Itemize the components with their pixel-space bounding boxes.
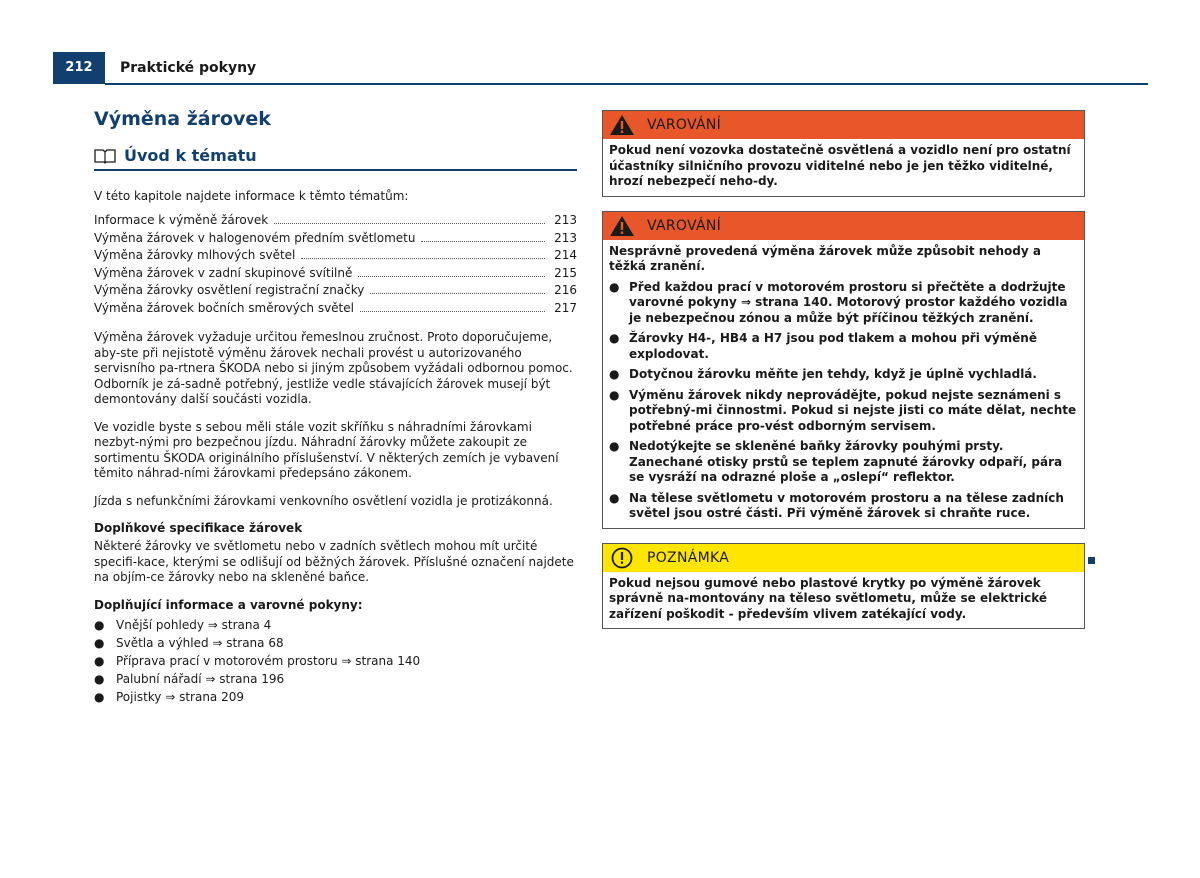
warning-item-text: Na tělese světlometu v motorovém prostoru a na tělese zadních světel jsou ostré části. Při výměně žárovek si chraňte ruce. xyxy=(629,490,1064,520)
list-item[interactable] xyxy=(94,618,577,636)
info-heading: Doplňující informace a varovné pokyny: xyxy=(94,597,363,612)
toc-leader xyxy=(358,275,545,277)
warning-triangle-icon xyxy=(609,215,635,237)
warning-item xyxy=(609,491,1079,522)
note-header xyxy=(603,544,1084,572)
table-of-contents xyxy=(94,213,577,318)
warning-text: Pokud není vozovka dostatečně osvětlená a vozidlo není pro ostatní účastníky silničního provozu viditelné nebo je jen těžko viditelné, hrozí nebezpečí neho-dy. xyxy=(609,143,1071,188)
warning-item xyxy=(609,367,1079,383)
bullet: ● xyxy=(609,367,620,381)
toc-label: Výměna žárovek v zadní skupinové svítilně xyxy=(94,265,353,280)
warning-label: VAROVÁNÍ xyxy=(647,117,722,133)
warning-item xyxy=(609,280,1079,327)
bullet: ● xyxy=(609,331,620,345)
exclamation-circle-icon xyxy=(609,547,635,569)
list-item-text: Vnější pohledy ⇒ strana 4 xyxy=(116,617,272,632)
warning-header xyxy=(603,212,1084,240)
warning-item xyxy=(609,331,1079,362)
list-item-text: Palubní nářadí ⇒ strana 196 xyxy=(116,671,285,686)
list-item[interactable] xyxy=(94,672,577,690)
note-text: Pokud nejsou gumové nebo plastové krytky po výměně žárovek správně na-montovány na těleso světlometu, může se elektrické zařízení poškodit - především vlivem zatékající vody. xyxy=(609,575,1048,621)
bullet: ● xyxy=(94,689,105,704)
toc-page: 216 xyxy=(554,283,577,297)
toc-row[interactable] xyxy=(94,283,577,301)
warning-triangle-icon xyxy=(609,114,635,136)
bullet: ● xyxy=(609,490,620,505)
toc-row[interactable] xyxy=(94,231,577,249)
header-rule xyxy=(105,83,1148,85)
toc-page: 217 xyxy=(554,300,577,315)
warning-body xyxy=(603,240,1084,528)
toc-leader xyxy=(301,257,545,259)
warning-box xyxy=(602,211,1085,529)
warning-item-text: Dotyčnou žárovku měňte jen tehdy, když je úplně vychladlá. xyxy=(629,367,1037,381)
info-list xyxy=(94,618,577,708)
book-icon xyxy=(94,148,116,164)
toc-leader xyxy=(360,310,545,312)
left-column xyxy=(94,108,577,708)
warning-lead: Nesprávně provedená výměna žárovek může způsobit nehody a těžká zranění. xyxy=(609,243,1041,273)
warning-item-text: Žárovky H4-, HB4 a H7 jsou pod tlakem a mohou při výměně explodovat. xyxy=(629,331,1037,361)
spec-paragraph: Některé žárovky ve světlometu nebo v zadních světlech mohou mít určité specifi-kace, kterými se odlišují od běžných žárovek. Příslušné označení najdete na objím-ce žárovky nebo na skleněné baňce. xyxy=(94,539,574,584)
list-item-text: Světla a výhled ⇒ strana 68 xyxy=(116,635,284,650)
bullet: ● xyxy=(609,439,620,453)
toc-row[interactable] xyxy=(94,213,577,231)
body-paragraph: Jízda s nefunkčními žárovkami venkovního osvětlení vozidla je protizákonná. xyxy=(94,493,553,508)
toc-label: Výměna žárovky osvětlení registrační značky xyxy=(94,283,365,297)
warning-item xyxy=(609,439,1079,486)
toc-leader xyxy=(274,222,545,224)
toc-row[interactable] xyxy=(94,301,577,319)
warning-box xyxy=(602,110,1085,197)
bullet: ● xyxy=(94,635,105,650)
warning-header xyxy=(603,111,1084,139)
toc-page: 215 xyxy=(554,265,577,280)
bullet: ● xyxy=(94,671,105,686)
warning-label: VAROVÁNÍ xyxy=(647,217,722,234)
toc-label: Informace k výměně žárovek xyxy=(94,213,269,227)
subsection-title: Úvod k tématu xyxy=(124,146,257,165)
bullet: ● xyxy=(609,279,620,294)
toc-page: 214 xyxy=(554,248,577,262)
spec-heading: Doplňkové specifikace žárovek xyxy=(94,521,303,535)
chapter-title: Praktické pokyny xyxy=(120,60,257,76)
note-box xyxy=(602,543,1085,630)
toc-page: 213 xyxy=(554,230,577,245)
body-paragraph: Výměna žárovek vyžaduje určitou řemeslnou zručnost. Proto doporučujeme, aby-ste při nejistotě výměnu žárovek nechali provést u autorizovaného servisního pa-rtnera ŠKODA nebo si jiným způsobem vyžádali odbornou pomoc. Odborník je zá-sadně potřebný, jestliže vedle stávajících žárovek musejí být demontovány další součásti vozidla. xyxy=(94,330,573,406)
toc-page: 213 xyxy=(554,213,577,227)
list-item-text: Pojistky ⇒ strana 209 xyxy=(116,689,245,704)
warning-item xyxy=(609,388,1079,435)
note-label: POZNÁMKA xyxy=(647,549,730,566)
toc-intro: V této kapitole najdete informace k těmto tématům: xyxy=(94,189,409,203)
right-column xyxy=(602,110,1085,643)
list-item[interactable] xyxy=(94,636,577,654)
section-end-marker xyxy=(1088,557,1095,564)
warning-item-text: Nedotýkejte se skleněné baňky žárovky pouhými prsty. Zanechané otisky prstů se teplem zapnuté žárovky odpaří, pára se vysráží na odrazné ploše a „oslepí“ reflektor. xyxy=(629,439,1063,484)
toc-leader xyxy=(421,240,545,242)
warning-item-text: Před každou prací v motorovém prostoru si přečtěte a dodržujte varovné pokyny ⇒ strana 140. Motorový prostor každého vozidla je nebezpečnou zónou a může být příčinou těžkých zranění. xyxy=(629,279,1068,325)
page-header xyxy=(53,52,1148,84)
toc-label: Výměna žárovky mlhových světel xyxy=(94,248,296,262)
toc-row[interactable] xyxy=(94,248,577,266)
warning-item-text: Výměnu žárovek nikdy neprovádějte, pokud nejste seznámeni s potřebný-mi činnostmi. Pokud si nejste jisti co máte dělat, nechte potřebné práce pro-vést odborným servisem. xyxy=(629,387,1077,433)
subsection-heading xyxy=(94,146,577,171)
section-title: Výměna žárovek xyxy=(94,108,271,130)
toc-label: Výměna žárovek bočních směrových světel xyxy=(94,300,354,315)
body-paragraph: Ve vozidle byste s sebou měli stále vozit skříňku s náhradními žárovkami nezbyt-nými pro bezpečnou jízdu. Náhradní žárovky můžete zakoupit ze sortimentu ŠKODA originálního příslušenství. V některých zemích je vybavení těmito náhrad-ními žárovkami předepsáno zákonem. xyxy=(94,419,559,480)
bullet: ● xyxy=(609,387,620,402)
bullet: ● xyxy=(94,617,105,632)
list-item-text: Příprava prací v motorovém prostoru ⇒ strana 140 xyxy=(116,653,421,668)
list-item[interactable] xyxy=(94,690,577,708)
bullet: ● xyxy=(94,653,105,668)
toc-row[interactable] xyxy=(94,266,577,284)
page-number: 212 xyxy=(53,52,105,84)
toc-label: Výměna žárovek v halogenovém předním světlometu xyxy=(94,230,416,245)
list-item[interactable] xyxy=(94,654,577,672)
toc-leader xyxy=(370,292,545,294)
